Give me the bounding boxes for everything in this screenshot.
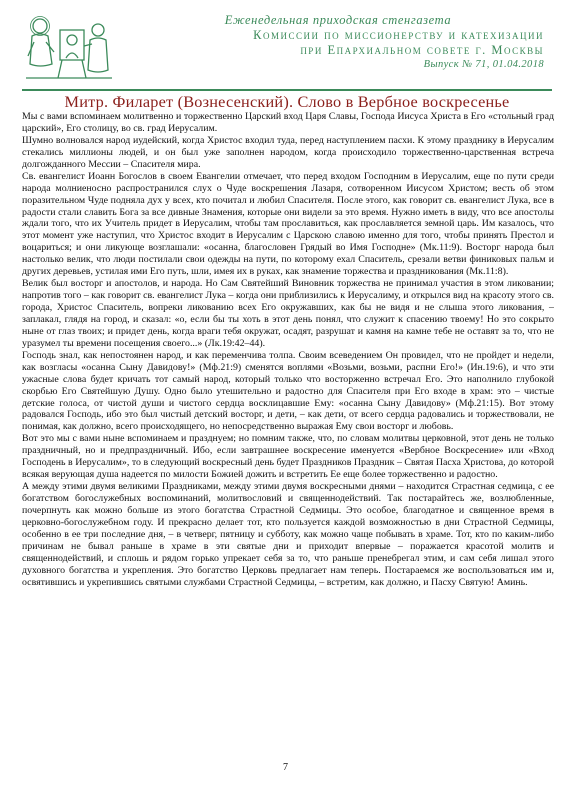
page-number: 7: [283, 762, 288, 773]
commission-name: Комиссии по миссионерству и катехизации: [253, 28, 544, 42]
issue-number: Выпуск № 71, 01.04.2018: [423, 59, 544, 70]
icon-painter-emblem: [22, 12, 114, 82]
paragraph: Велик был восторг и апостолов, и народа. Но Сам Святейший Виновник торжества не принимал участия в этом ликовании; напротив того – как говорит св. евангелист Лука – когда они приблизились к Иерусалиму, и открылся вид на красоту этого св. города, Христос Спаситель, вопреки ликованию всех Его окружавших, как бы не видя и не слыша этого ликования, – заплакал, глядя на город, и сказал: «о, если бы ты хоть в этот день понял, что служит к спасению твоему! Но это сокрыто ныне от глаз твоих; и придет день, когда враги тебя окружат, осадят, разрушат и камня на камне тебе не оставят за то, что не уразумел ты времени посещения своего...» (Лк.19:42–44).: [22, 278, 554, 349]
paragraph: Вот это мы с вами ныне вспоминаем и празднуем; но помним также, что, по словам молитвы церковной, этот день не только праздничный, но и предпраздничный. Ибо, если завтрашнее воскресение именуется «Вербное Воскресение» или «Вход Господень в Иерусалим», то в следующий воскресный день будет Праздников Праздник – Святая Пасха Христова, до которой всякая верующая душа надеется по милости Божией дожить и встретить Ее еще более торжественно и радостно.: [22, 433, 554, 481]
council-name: при Епархиальном совете г. Москвы: [300, 43, 544, 57]
article-body: [22, 111, 554, 589]
paragraph: Шумно волновался народ иудейский, когда Христос входил туда, перед наступлением пасхи. К этому празднику в Иерусалим стекались миллионы людей, и он был уже заполнен народом, когда происходило торжественно-царственная встреча долгожданного Мессии – Спасителя мира.: [22, 134, 554, 170]
article-title: Митр. Филарет (Вознесенский). Слово в Вербное воскресенье: [64, 92, 510, 111]
newsletter-tagline: Еженедельная приходская стенгазета: [224, 13, 452, 27]
paragraph: Св. евангелист Иоанн Богослов в своем Евангелии отмечает, что перед входом Господним в Иерусалим, еще по пути среди народа молниеносно распространился слух о Чуде воскрешения Лазаря, сотворенном Иисусом Христом; весть об этом поразительном Чуде подняла дух у всех, кто почитал и любил Спасителя. После этого, как говорит св. евангелист Лука, все в радости стали славить Бога за все дивные Знамения, которые они видели за это время. Нужно иметь в виду, что все апостолы ждали того, что их Учитель придет в Иерусалим, чтобы там прославиться, как прославляется земной царь. Им казалось, что этот момент уже наступил, что Христос входит в Иерусалим с Царскою славою именно для того, чтобы принять Престол и воцариться; и они ликующе возглашали: «осанна, благословен Грядый во Имя Господне» (Мк.11:9). Восторг народа был настолько велик, что люди постилали свои одежды на пути, по которому ехал Спаситель, срезали ветви финиковых пальм и других деревьев, устилая ими Его путь, шли, имея их в руках, как знамение торжества и праздникования (Мк.11:8).: [22, 170, 554, 278]
masthead: [22, 12, 544, 86]
masthead-text: [122, 12, 544, 72]
paragraph: Господь знал, как непостоянен народ, и как переменчива толпа. Своим всеведением Он провидел, что не пройдет и недели, как возгласы «осанна Сыну Давидову!» (Мф.21:9) сменятся воплями «Возьми, возьми, распни Его!» (Ин.19:6), и что эти ужасные слова будет кричать тот самый народ, который только что восторженно встречал Его. Это наполнило глубокой скорбью Его Святейшую Душу. Одно было утешительно и радостно для Спасителя при Его входе в храм: это – чистые детские голоса, от чистой души и чистого сердца восклицавшие Ему: «осанна Сыну Давидову» (Мф.21:15). Вот этому радовался Господь, ибо это был чистый детский восторг, и дети, – как дети, от всего сердца радовались и торжествовали, не понимая, как должно, всего происходящего, но непосредственно выражая Ему свои восторг и любовь.: [22, 349, 554, 433]
header-divider: [22, 89, 552, 91]
paragraph: А между этими двумя великими Праздниками, между этими двумя воскресными днями – находится Страстная седмица, с ее богатством богослужебных воспоминаний, молитвословий и священнодействий. Так постарайтесь же, возлюбленные, почерпнуть как можно больше из этого богатства Страстной Седмицы. Это особое, благодатное и священное время в церковно-богослужебном году. И прекрасно делает тот, кто пользуется каждой возможностью в дни Страстной Седмицы, особенно в ее три последние дня, – в четверг, пятницу и субботу, как можно чаще побывать в храме. Тот, кто по каким-либо причинам не бывал раньше в храме в эти святые дни и приходит впервые – поражается красотой молитв и священнодействий, и сплошь и рядом горько упрекает себя за то, что раньше пренебрегал этим, и сам себя лишал этого духовного богатства и укрепления. Это богатство Церковь предлагает нам теперь. Постараемся же воспользоваться им и, освятившись и укрепившись святыми службами Страстной Седмицы, – встретим, как должно, и Пасху Святую! Аминь.: [22, 481, 554, 588]
paragraph: Мы с вами вспоминаем молитвенно и торжественно Царский вход Царя Славы, Господа Иисуса Христа в Его «стольный град царский», Его столицу, во св. град Иерусалим.: [22, 111, 554, 134]
